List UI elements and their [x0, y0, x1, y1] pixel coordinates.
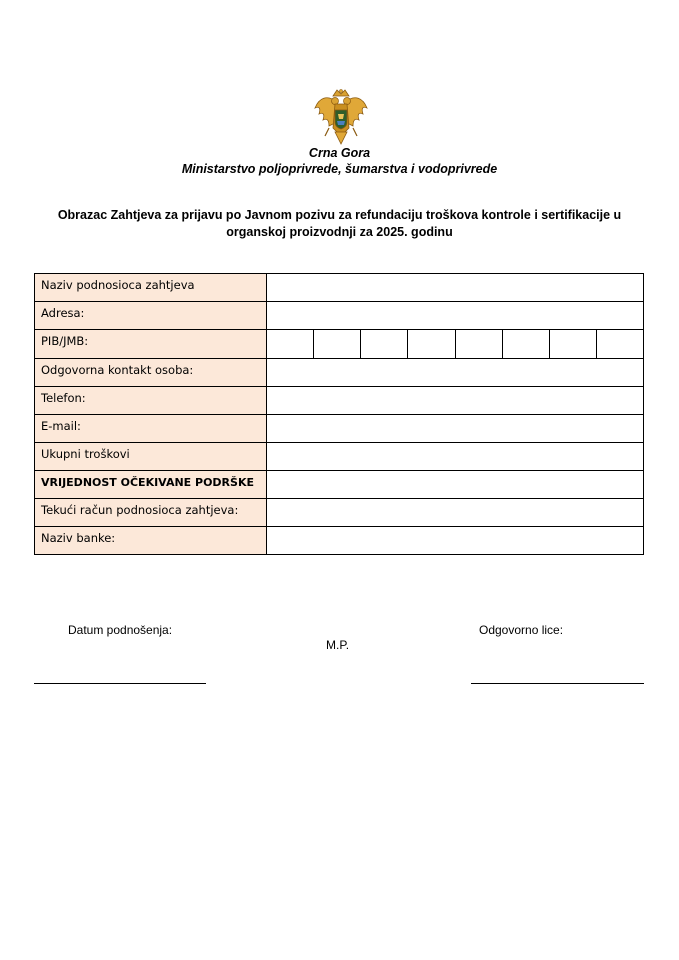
- address-label: Adresa:: [35, 302, 267, 330]
- phone-label: Telefon:: [35, 387, 267, 415]
- form-title-line-2: organskoj proizvodnji za 2025. godinu: [226, 225, 453, 239]
- address-field[interactable]: [267, 302, 644, 330]
- pib-digit-box[interactable]: [503, 330, 550, 358]
- bank-account-label: Tekući račun podnosioca zahtjeva:: [35, 499, 267, 527]
- montenegro-coat-of-arms-icon: [313, 88, 369, 146]
- table-row: [35, 330, 644, 359]
- submission-date-label: Datum podnošenja:: [68, 623, 173, 637]
- form-title-line-1: Obrazac Zahtjeva za prijavu po Javnom pozivu za refundaciju troškova kontrole i sertifikacije u: [57, 208, 622, 222]
- pib-jmb-label: PIB/JMB:: [35, 330, 267, 359]
- pib-digit-box[interactable]: [267, 330, 314, 358]
- applicant-name-label: Naziv podnosioca zahtjeva: [35, 274, 267, 302]
- table-row: [35, 471, 644, 499]
- table-row: [35, 415, 644, 443]
- stamp-label: M.P.: [326, 638, 350, 652]
- pib-digit-box[interactable]: [361, 330, 408, 358]
- table-row: [35, 302, 644, 330]
- table-row: [35, 443, 644, 471]
- pib-digit-box[interactable]: [456, 330, 503, 358]
- date-signature-line[interactable]: [34, 683, 206, 684]
- table-row: [35, 527, 644, 555]
- pib-digit-box[interactable]: [550, 330, 597, 358]
- country-name: Crna Gora: [308, 146, 371, 160]
- responsible-signature-line[interactable]: [471, 683, 644, 684]
- phone-field[interactable]: [267, 387, 644, 415]
- total-costs-field[interactable]: [267, 443, 644, 471]
- pib-digit-box[interactable]: [597, 330, 643, 358]
- pib-jmb-field[interactable]: [267, 330, 644, 359]
- bank-account-field[interactable]: [267, 499, 644, 527]
- table-row: [35, 499, 644, 527]
- email-field[interactable]: [267, 415, 644, 443]
- ministry-name: Ministarstvo poljoprivrede, šumarstva i vodoprivrede: [181, 162, 498, 176]
- pib-digit-box[interactable]: [408, 330, 455, 358]
- pib-digit-box[interactable]: [314, 330, 361, 358]
- contact-person-label: Odgovorna kontakt osoba:: [35, 359, 267, 387]
- bank-name-label: Naziv banke:: [35, 527, 267, 555]
- form-title: [0, 207, 679, 241]
- applicant-name-field[interactable]: [267, 274, 644, 302]
- expected-support-field[interactable]: [267, 471, 644, 499]
- bank-name-field[interactable]: [267, 527, 644, 555]
- email-label: E-mail:: [35, 415, 267, 443]
- responsible-person-label: Odgovorno lice:: [479, 623, 564, 637]
- application-form-table: [34, 273, 644, 555]
- expected-support-label: VRIJEDNOST OČEKIVANE PODRŠKE: [35, 471, 267, 499]
- table-row: [35, 274, 644, 302]
- total-costs-label: Ukupni troškovi: [35, 443, 267, 471]
- table-row: [35, 387, 644, 415]
- table-row: [35, 359, 644, 387]
- contact-person-field[interactable]: [267, 359, 644, 387]
